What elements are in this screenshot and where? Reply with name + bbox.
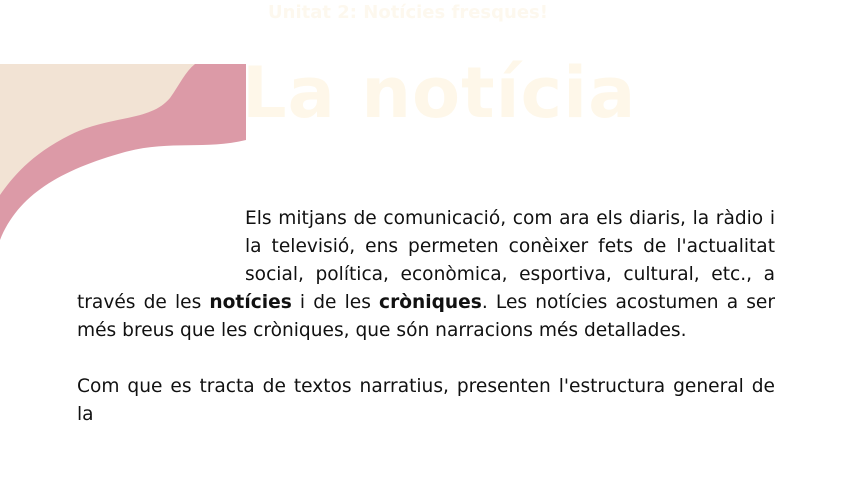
paragraph-1-text-a: Els mitjans de comunicació, com ara els diaris, la ràdio i la televisió, ens permeten conèixer fets de l'actualitat social, política, econòmica, esportiva, cultural, etc., a través de les	[77, 208, 775, 313]
paragraph-1-text-b: i de les	[291, 292, 380, 313]
paragraph-1-text-c: . Les notícies acostumen a ser més breus que les cròniques, que són narracions més detallades.	[77, 292, 776, 341]
keyword-noticies: notícies	[209, 292, 292, 313]
unit-title: Unitat 2: Notícies fresques!	[268, 2, 548, 23]
paragraph-2: Com que es tracta de textos narratius, presenten l'estructura general de la	[77, 376, 775, 425]
article-body	[77, 205, 775, 429]
page-title: La notícia	[242, 52, 637, 134]
keyword-croniques: cròniques	[379, 292, 482, 313]
text-wrap-spacer	[77, 205, 245, 289]
